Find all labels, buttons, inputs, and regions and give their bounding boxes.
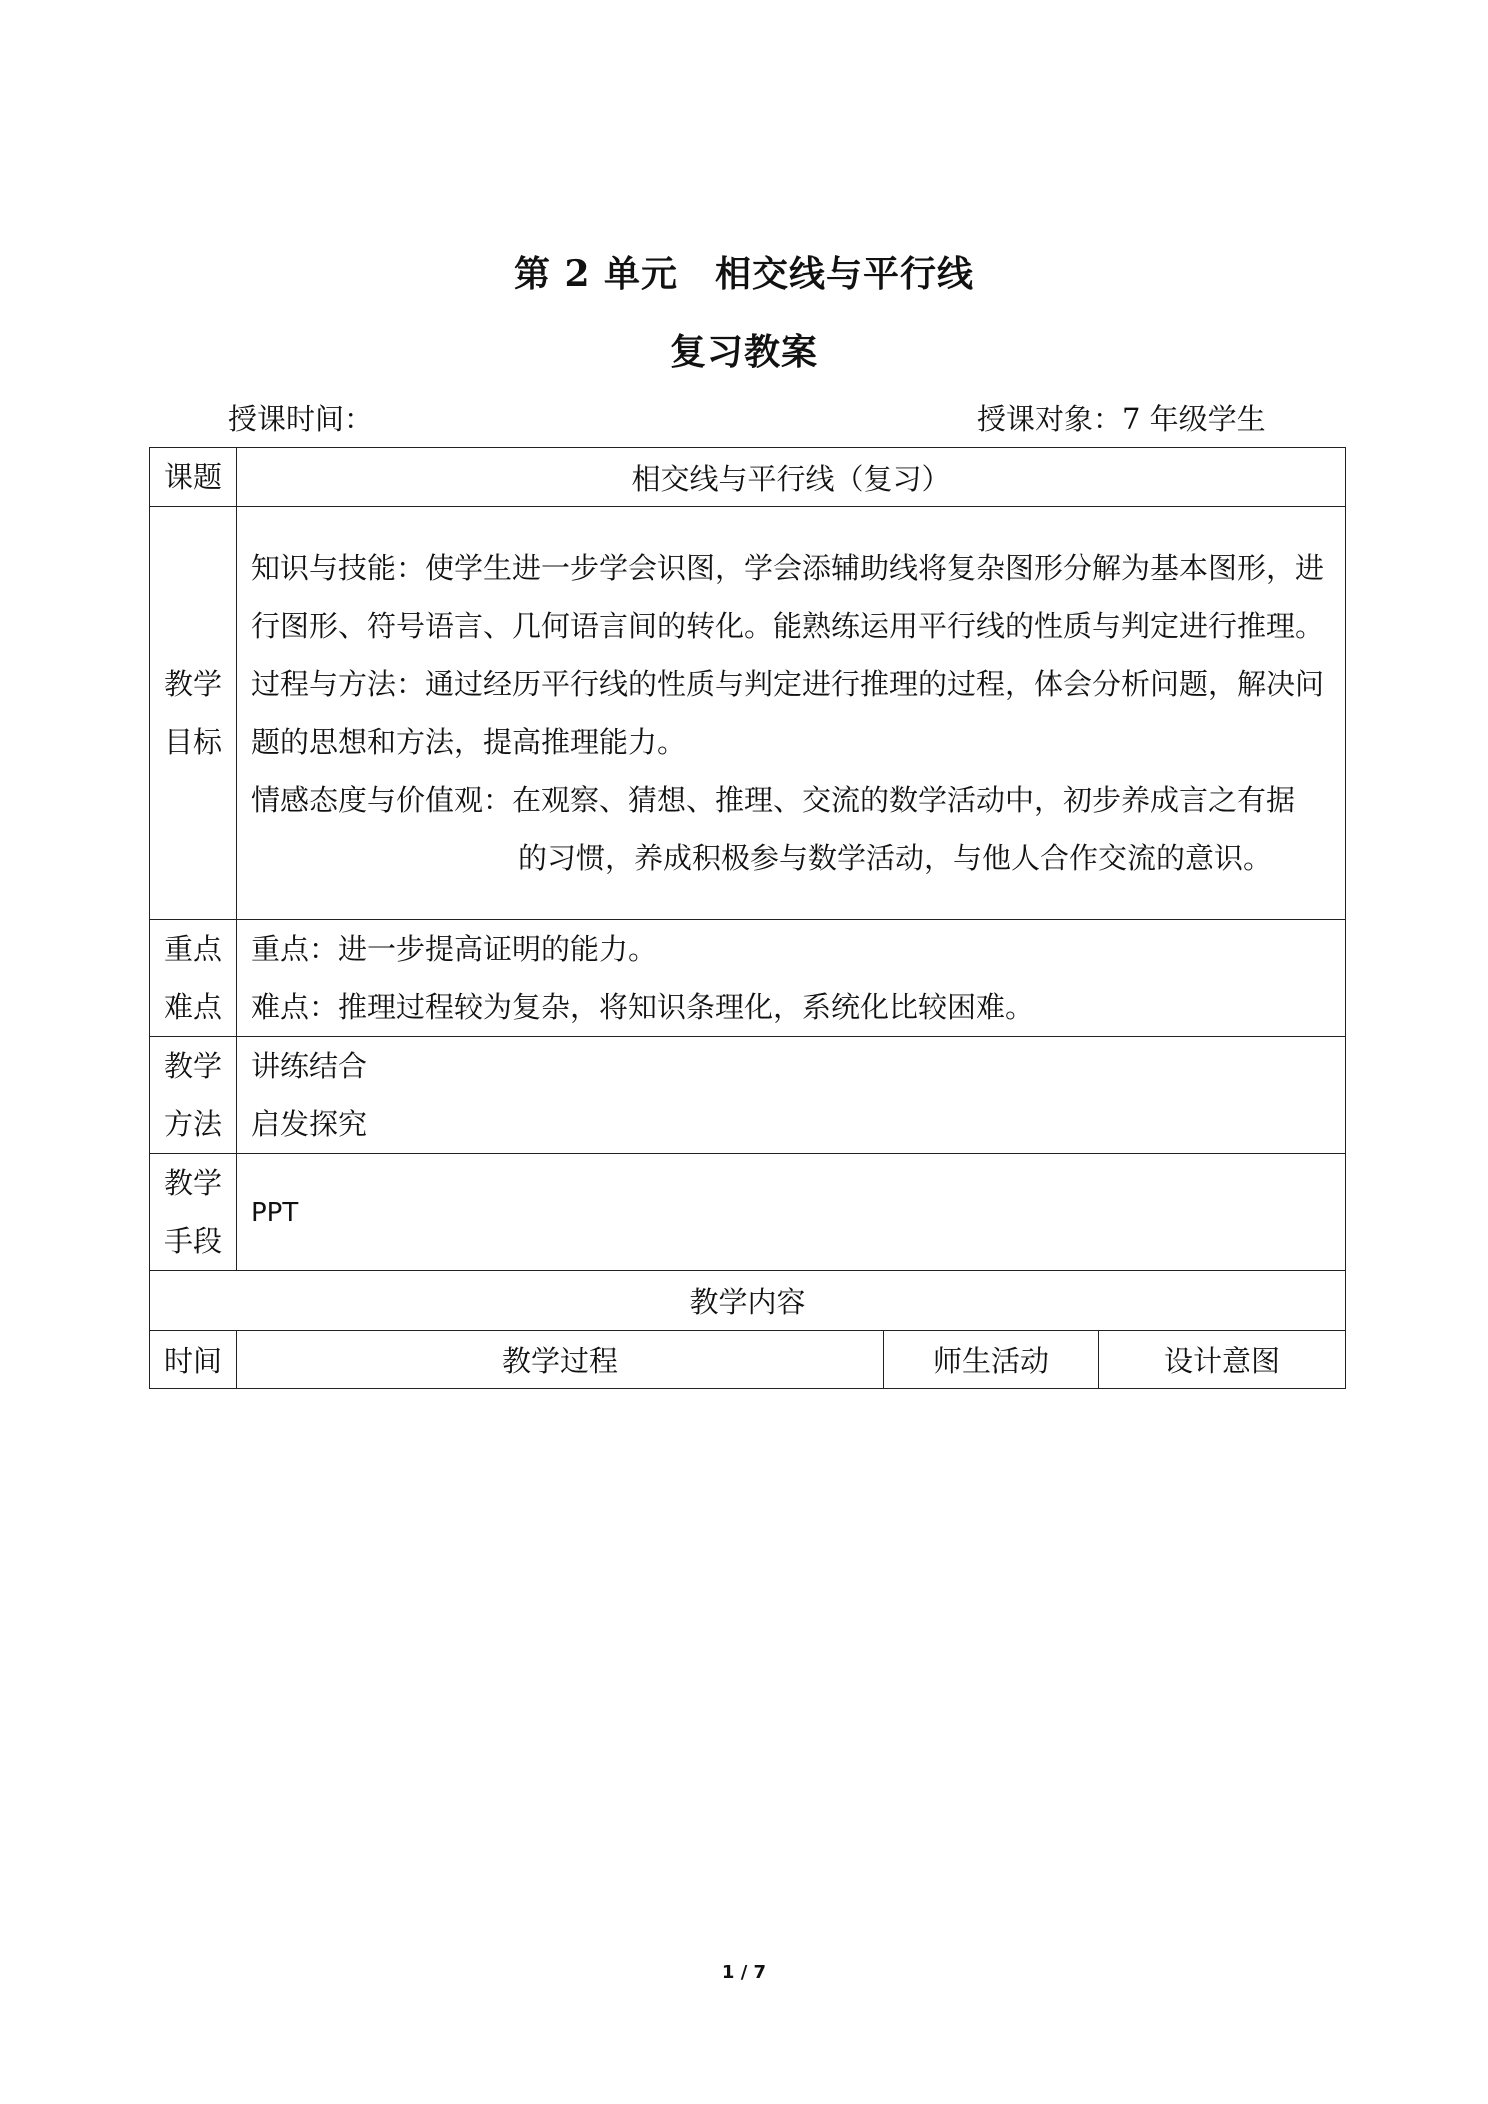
method-label-line1: 教学 xyxy=(163,1049,222,1083)
difficult-point: 难点：推理过程较为复杂，将知识条理化，系统化比较困难。 xyxy=(251,990,1035,1024)
goal-knowledge: 知识与技能：使学生进一步学会识图，学会添辅助线将复杂图形分解为基本图形，进行图形、符号语言、几何语言间的转化。能熟练运用平行线的性质与判定进行推理。 xyxy=(251,551,1325,643)
topic-value: 相交线与平行线（复习） xyxy=(237,448,1346,507)
method-item: 讲练结合 xyxy=(251,1049,368,1083)
means-value: PPT xyxy=(251,1198,299,1228)
table-row xyxy=(150,1271,1346,1331)
goals-label-line1: 教学 xyxy=(163,667,222,701)
method-label-line2: 方法 xyxy=(163,1107,222,1141)
goals-content xyxy=(237,507,1346,920)
content-header: 教学内容 xyxy=(150,1271,1346,1331)
document-title: 第 2 单元 相交线与平行线 xyxy=(513,253,975,295)
document-subtitle: 复习教案 xyxy=(669,331,818,373)
means-label xyxy=(150,1154,237,1271)
target-label: 授课对象：7 年级学生 xyxy=(977,402,1266,436)
column-header-time: 时间 xyxy=(150,1331,237,1389)
key-point: 重点：进一步提高证明的能力。 xyxy=(251,932,658,966)
lesson-plan-table xyxy=(149,447,1346,1389)
table-row xyxy=(150,1154,1346,1271)
means-label-line1: 教学 xyxy=(163,1166,222,1200)
goal-emotion: 情感态度与价值观：在观察、猜想、推理、交流的数学活动中，初步养成言之有据 xyxy=(251,783,1296,817)
method-content xyxy=(237,1037,1346,1154)
teaching-time-label: 授课时间： xyxy=(228,402,374,436)
topic-label: 课题 xyxy=(150,448,237,507)
table-row xyxy=(150,507,1346,920)
column-header-activity: 师生活动 xyxy=(884,1331,1099,1389)
goal-process: 过程与方法：通过经历平行线的性质与判定进行推理的过程，体会分析问题，解决问题的思想和方法，提高推理能力。 xyxy=(251,667,1325,759)
key-points-label-line2: 难点 xyxy=(163,990,222,1024)
means-content xyxy=(237,1154,1346,1271)
column-header-process: 教学过程 xyxy=(237,1331,884,1389)
table-header-row xyxy=(150,1331,1346,1389)
method-label xyxy=(150,1037,237,1154)
table-row xyxy=(150,448,1346,507)
column-header-intent: 设计意图 xyxy=(1099,1331,1346,1389)
key-points-content xyxy=(237,920,1346,1037)
key-points-label-line1: 重点 xyxy=(163,932,222,966)
key-points-label xyxy=(150,920,237,1037)
page-number: 1 / 7 xyxy=(721,1962,767,1983)
means-label-line2: 手段 xyxy=(163,1224,222,1258)
table-row xyxy=(150,920,1346,1037)
goals-label xyxy=(150,507,237,920)
method-item: 启发探究 xyxy=(251,1107,368,1141)
goal-emotion-continued: 的习惯，养成积极参与数学活动，与他人合作交流的意识。 xyxy=(518,841,1273,875)
goals-label-line2: 目标 xyxy=(163,725,222,759)
table-row xyxy=(150,1037,1346,1154)
